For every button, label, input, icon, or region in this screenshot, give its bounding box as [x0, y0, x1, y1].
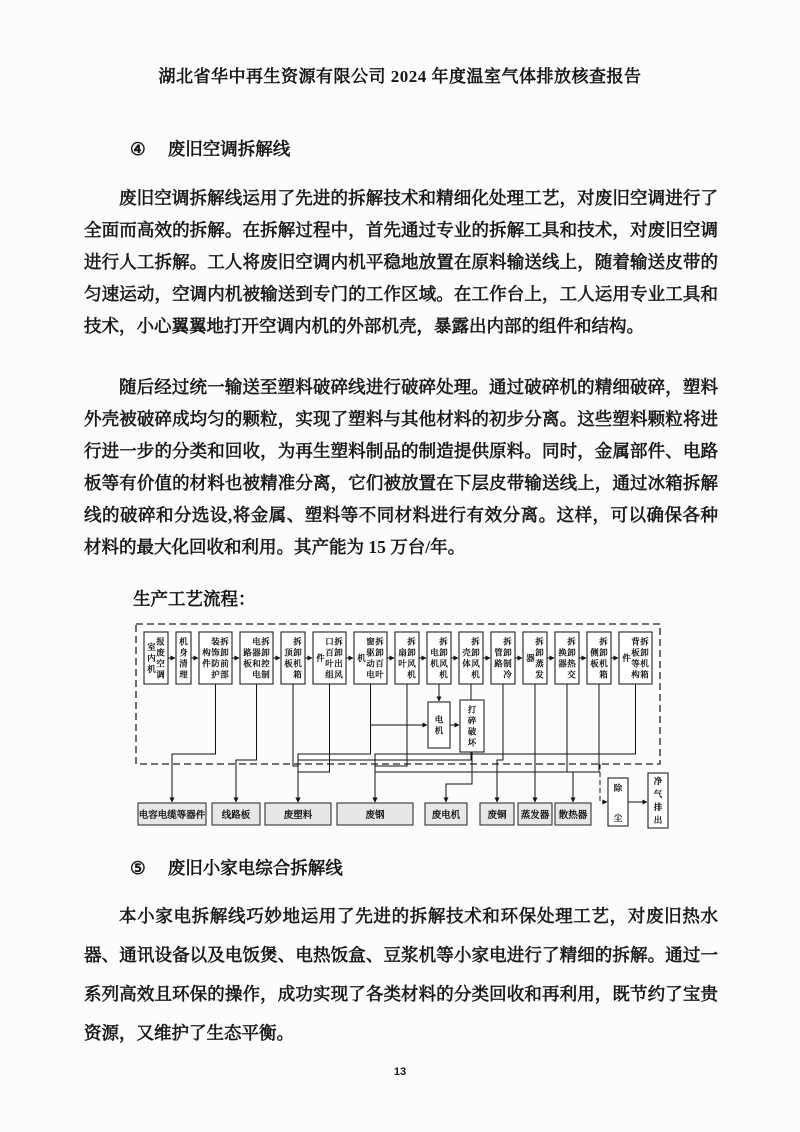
flow-crush-char: 坏 [467, 737, 477, 748]
flow-step-char: 拆 [261, 636, 270, 647]
flowchart [128, 614, 676, 851]
flow-step-char: 拆 [334, 636, 343, 647]
flow-step-char: 拆 [293, 636, 302, 647]
section-4-title: 废旧空调拆解线 [167, 139, 291, 159]
flow-step-char: 扇 [398, 647, 407, 658]
flow-step-char: 窗 [366, 636, 375, 647]
flow-step-char: 风 [439, 658, 448, 669]
flow-step-char: 卸 [567, 647, 576, 658]
section-5-heading [130, 855, 343, 880]
flow-step-char: 器 [252, 647, 261, 658]
flow-step-char: 等 [631, 658, 640, 669]
flow-crush-char: 碎 [467, 715, 477, 726]
flow-step-char: 拆 [640, 636, 649, 647]
flow-step-char: 机 [640, 658, 649, 669]
flow-step-char: 体 [462, 658, 471, 669]
flow-motor-char: 机 [434, 725, 444, 736]
flow-step-char: 风 [407, 658, 416, 669]
flow-step-char: 电 [252, 636, 261, 647]
flow-output-label: 废塑料 [283, 810, 313, 821]
flow-step-char: 构 [631, 669, 640, 680]
flow-output-label: 废铜 [487, 810, 507, 821]
flow-connector [298, 684, 371, 802]
flow-step-char: 机 [357, 653, 366, 663]
flow-step-char: 件 [202, 658, 211, 669]
flow-step-char: 件 [622, 653, 631, 663]
flow-step-char: 风 [334, 669, 343, 680]
flow-step-char: 机 [430, 658, 439, 669]
flow-step-char: 背 [631, 636, 640, 647]
flow-connector [236, 684, 257, 802]
flow-step-char: 动 [366, 658, 375, 669]
flow-step-char: 百 [375, 658, 384, 669]
flow-step-char: 内 [147, 653, 156, 663]
flow-step-char: 卸 [471, 647, 480, 658]
flow-step-char: 机 [147, 664, 156, 674]
flow-output-label: 电容电缆等器件 [138, 810, 206, 821]
flow-step-char: 组 [325, 669, 334, 680]
flow-step-char: 理 [179, 669, 188, 680]
flow-step-char: 拆 [599, 636, 608, 647]
flow-step-char: 机 [599, 658, 608, 669]
flow-gas-char: 气 [653, 789, 663, 799]
flow-step-char: 交 [567, 669, 576, 680]
flow-step-char: 制 [261, 669, 270, 680]
flow-output-label: 废电机 [431, 810, 461, 821]
flow-step-char: 路 [243, 647, 252, 658]
section-5-number: ⑤ [130, 858, 146, 878]
flow-step-char: 卸 [334, 647, 343, 658]
flow-step-char: 机 [179, 636, 188, 647]
flow-step-char: 拆 [375, 636, 384, 647]
process-flow-diagram [128, 614, 676, 851]
flow-step-char: 卸 [599, 647, 608, 658]
flow-connector [298, 684, 330, 802]
flow-step-char: 侧 [590, 647, 599, 658]
flow-step-char: 壳 [462, 647, 471, 658]
flow-step-char: 身 [179, 647, 188, 658]
flow-output-label: 线路板 [221, 810, 251, 821]
flow-step-char: 拆 [503, 636, 512, 647]
flow-step-char: 机 [471, 669, 480, 680]
flow-step-char: 卸 [535, 647, 544, 658]
flow-step-char: 拆 [220, 636, 229, 647]
flowchart-label: 生产工艺流程： [133, 589, 256, 609]
flow-step-char: 箱 [640, 669, 649, 680]
flow-step-char: 卸 [375, 647, 384, 658]
flow-step-char: 冷 [503, 669, 512, 680]
flow-crush-char: 破 [467, 726, 477, 737]
flow-step-char: 控 [261, 658, 270, 669]
flow-step-char: 空 [156, 658, 165, 669]
flow-step-char: 叶 [325, 658, 334, 669]
flow-step-char: 卸 [220, 647, 229, 658]
flow-step-char: 风 [471, 658, 480, 669]
flow-step-char: 热 [567, 658, 576, 669]
flow-step-char: 清 [179, 658, 188, 669]
flow-step-char: 管 [494, 647, 503, 658]
section-4-paragraph-2: 随后经过统一输送至塑料破碎线进行破碎处理。通过破碎机的精细破碎，塑料外壳被破碎成均匀的颗粒，实现了塑料与其他材料的初步分离。这些塑料颗粒将进行进一步的分类和回收，为再生塑料制品的制造提供原料。同时，金属部件、电路板等有价值的材料也被精准分离，它们被放置在下层皮带输送线上，通过冰箱拆解线的破碎和分选设,将金属、塑料等不同材料进行有效分离。这样，可以确保各种材料的最大化回收和利用。其产能为 15 万台/年。 [84, 377, 718, 557]
flow-crush-char: 打 [467, 704, 477, 715]
flow-step-char: 电 [252, 669, 261, 680]
flow-step-char: 装 [211, 636, 220, 647]
flow-step-char: 拆 [407, 636, 416, 647]
flow-output-label: 散热器 [558, 810, 588, 821]
flow-step-char: 卸 [261, 647, 270, 658]
flow-motor-char: 电 [434, 714, 444, 725]
section-4-heading [130, 136, 290, 161]
flow-step-char: 驱 [366, 647, 375, 658]
flow-connector [497, 684, 503, 802]
flow-step-char: 部 [220, 669, 229, 680]
flow-step-char: 室 [147, 642, 156, 652]
flow-step-char: 拆 [535, 636, 544, 647]
flow-dust-char: 尘 [613, 813, 623, 823]
flow-step-char: 板 [631, 647, 640, 658]
flow-connector [567, 684, 573, 802]
flow-step-char: 卸 [407, 647, 416, 658]
flow-step-char: 板 [590, 658, 599, 669]
flow-step-char: 路 [494, 658, 503, 669]
flow-step-char: 废 [156, 647, 165, 658]
flow-step-char: 顶 [284, 647, 293, 658]
section-5-title: 废旧小家电综合拆解线 [167, 858, 343, 878]
flow-step-char: 机 [439, 669, 448, 680]
flow-step-char: 电 [366, 669, 375, 680]
flow-step-char: 箱 [599, 669, 608, 680]
flow-step-char: 卸 [439, 647, 448, 658]
flow-step-char: 防 [211, 658, 220, 669]
flow-output-label: 废钢 [365, 810, 385, 821]
section-5-paragraph-1: 本小家电拆解线巧妙地运用了先进的拆解技术和环保处理工艺，对废旧热水器、通讯设备以及电饭煲、电热饭盒、豆浆机等小家电进行了精细的拆解。通过一系列高效且环保的操作，成功实现了各类材料的分类回收和再利用，既节约了宝贵资源，又维护了生态平衡。 [84, 906, 718, 1043]
document-header-title: 湖北省华中再生资源有限公司 2024 年度温室气体排放核查报告 [158, 67, 642, 86]
section-4-paragraph-1: 废旧空调拆解线运用了先进的拆解技术和精细化处理工艺，对废旧空调进行了全面而高效的拆解。在拆解过程中，首先通过专业的拆解工具和技术，对废旧空调进行人工拆解。工人将废旧空调内机平稳地放置在原料输送线上，随着输送皮带的匀速运动，空调内机被输送到专门的工作区域。在工作台上，工人运用专业工具和技术，小心翼翼地打开空调内机的外部机壳，暴露出内部的组件和结构。 [84, 188, 718, 336]
flow-gas-char: 出 [653, 815, 663, 825]
flow-step-char: 拆 [471, 636, 480, 647]
flow-step-char: 板 [284, 658, 293, 669]
flow-step-char: 器 [526, 653, 535, 663]
flow-step-char: 出 [334, 658, 343, 669]
flow-step-char: 报 [156, 636, 165, 647]
flow-connector [375, 684, 636, 802]
flow-step-char: 电 [430, 647, 439, 658]
flow-step-char: 和 [252, 658, 261, 669]
flow-step-char: 换 [558, 647, 567, 658]
flow-step-char: 制 [503, 658, 512, 669]
page-number: 13 [393, 1066, 407, 1078]
flow-step-char: 前 [220, 658, 229, 669]
flow-step-char: 机 [293, 658, 302, 669]
flow-gas-char: 净 [653, 776, 663, 786]
flow-connector [375, 684, 407, 802]
flow-step-char: 机 [407, 669, 416, 680]
flow-output-label: 蒸发器 [520, 810, 550, 821]
flow-dust-char: 除 [613, 783, 623, 793]
section-4-number: ④ [130, 139, 146, 159]
flow-connector [375, 684, 599, 802]
flow-connector [172, 684, 216, 802]
flow-step-char: 叶 [375, 669, 384, 680]
flow-step-char: 卸 [640, 647, 649, 658]
flow-step-char: 卸 [503, 647, 512, 658]
flow-step-char: 口 [325, 636, 334, 647]
flow-step-char: 调 [156, 669, 165, 680]
flow-step-char: 板 [243, 658, 252, 669]
flow-step-char: 件 [316, 653, 325, 663]
flow-step-char: 发 [535, 669, 544, 680]
flow-step-char: 叶 [398, 658, 407, 669]
flow-gas-char: 排 [653, 802, 663, 812]
flow-step-char: 饰 [211, 647, 220, 658]
flow-step-char: 护 [211, 669, 220, 680]
flow-connector [371, 684, 428, 725]
flow-exhaust-duct [600, 764, 607, 802]
flow-step-char: 拆 [567, 636, 576, 647]
flow-step-char: 蒸 [535, 658, 544, 669]
flow-connector [293, 684, 298, 802]
flow-step-char: 器 [558, 658, 567, 669]
flow-step-char: 箱 [293, 669, 302, 680]
flow-step-char: 卸 [293, 647, 302, 658]
flow-step-char: 百 [325, 647, 334, 658]
flow-step-char: 拆 [439, 636, 448, 647]
flow-step-char: 构 [202, 647, 211, 658]
